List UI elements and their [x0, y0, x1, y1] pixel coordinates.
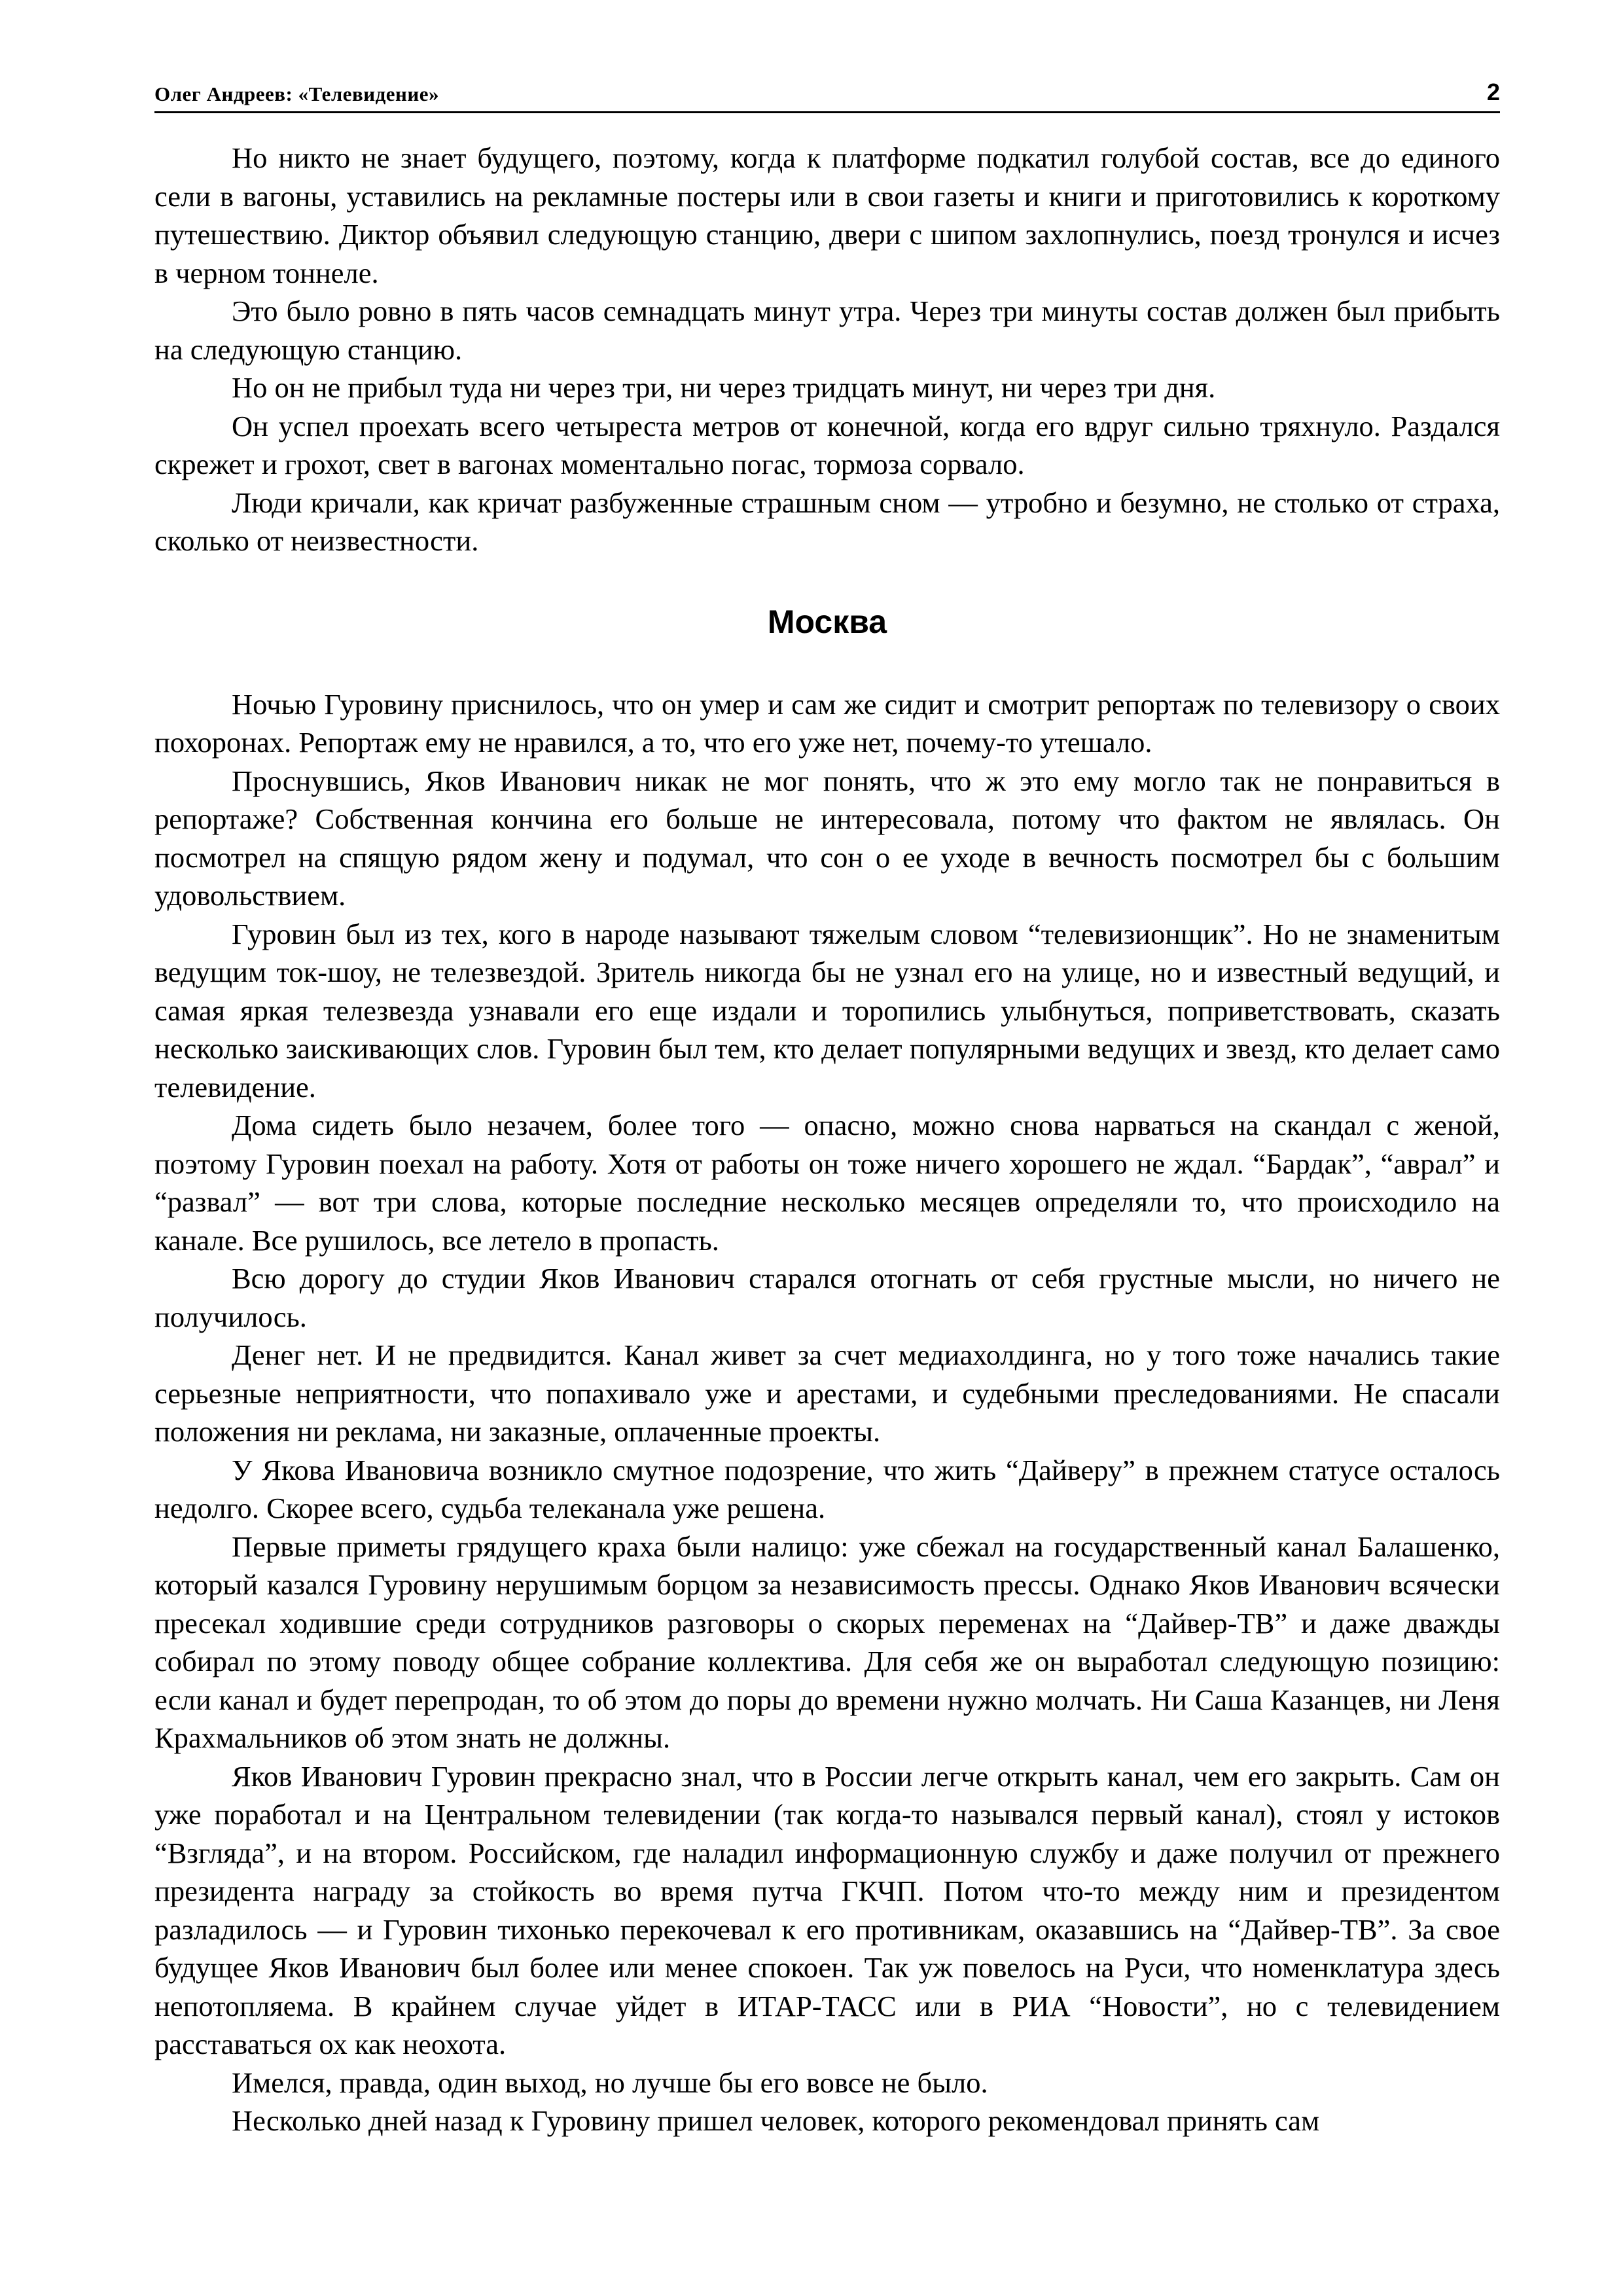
paragraph: Это было ровно в пять часов семнадцать минут утра. Через три минуты состав должен был прибыть на следующую станцию.: [154, 295, 1500, 366]
paragraph: Имелся, правда, один выход, но лучше бы его вовсе не было.: [232, 2066, 988, 2099]
paragraph: Гуровин был из тех, кого в народе называют тяжелым словом “телевизионщик”. Но не знаменитым ведущим ток-шоу, не телезвездой. Зритель никогда бы не узнал его на улице, но и известный ведущий, и самая яркая телезвезда узнавали его еще издали и торопились улыбнуться, поприветствовать, сказать несколько заискивающих слов. Гуровин был тем, кто делает популярными ведущих и звезд, кто делает само телевидение.: [154, 917, 1500, 1103]
paragraph: Но никто не знает будущего, поэтому, когда к платформе подкатил голубой состав, все до единого сели в вагоны, уставились на рекламные постеры или в свои газеты и книги и приготовились к короткому путешествию. Диктор объявил следующую станцию, двери с шипом захлопнулись, поезд тронулся и исчез в черном тоннеле.: [154, 141, 1500, 289]
paragraph: Первые приметы грядущего краха были налицо: уже сбежал на государственный канал Балашенко, который казался Гуровину нерушимым борцом за независимость прессы. Однако Яков Иванович всячески пресекал ходившие среди сотрудников разговоры о скорых переменах на “Дайвер-ТВ” и даже дважды собирал по этому поводу общее собрание коллектива. Для себя же он выработал следующую позицию: если канал и будет перепродан, то об этом до поры до времени нужно молчать. Ни Саша Казанцев, ни Леня Крахмальников об этом знать не должны.: [154, 1530, 1500, 1754]
paragraph: Люди кричали, как кричат разбуженные страшным сном — утробно и безумно, не столько от страха, сколько от неизвестности.: [154, 486, 1500, 557]
paragraph: Несколько дней назад к Гуровину пришел человек, которого рекомендовал принять сам: [232, 2104, 1320, 2137]
paragraph: Но он не прибыл туда ни через три, ни через тридцать минут, ни через три дня.: [232, 371, 1216, 404]
running-header: [154, 73, 1500, 113]
header-title: Олег Андреев: «Телевидение»: [154, 82, 440, 105]
page-body: [154, 139, 1500, 2140]
paragraph: У Якова Ивановича возникло смутное подозрение, что жить “Дайверу” в прежнем статусе осталось недолго. Скорее всего, судьба телеканала уже решена.: [154, 1453, 1500, 1524]
page-number: 2: [1486, 79, 1500, 105]
paragraph: Всю дорогу до студии Яков Иванович старался отогнать от себя грустные мысли, но ничего не получилось.: [154, 1262, 1500, 1333]
paragraph: Дома сидеть было незачем, более того — опасно, можно снова нарваться на скандал с женой, поэтому Гуровин поехал на работу. Хотя от работы он тоже ничего хорошего не ждал. “Бардак”, “аврал” и “развал” — вот три слова, которые последние несколько месяцев определяли то, что происходило на канале. Все рушилось, все летело в пропасть.: [154, 1109, 1500, 1257]
section-heading: Москва: [767, 603, 887, 640]
paragraph: Денег нет. И не предвидится. Канал живет за счет медиахолдинга, но у того тоже начались такие серьезные неприятности, что попахивало уже и арестами, и судебными преследованиями. Не спасали положения ни реклама, ни заказные, оплаченные проекты.: [154, 1338, 1500, 1448]
paragraph: Яков Иванович Гуровин прекрасно знал, что в России легче открыть канал, чем его закрыть. Сам он уже поработал и на Центральном телевидении (так когда-то назывался первый канал), стоял у истоков “Взгляда”, и на втором. Российском, где наладил информационную службу и даже получил от прежнего президента награду за стойкость во время путча ГКЧП. Потом что-то между ним и президентом разладилось — и Гуровин тихонько перекочевал к его противникам, оказавшись на “Дайвер-ТВ”. За свое будущее Яков Иванович был более или менее спокоен. Так уж повелось на Руси, что номенклатура здесь непотопляема. В крайнем случае уйдет в ИТАР-ТАСС или в РИА “Новости”, но с телевидением расставаться ох как неохота.: [154, 1759, 1500, 2060]
paragraph: Проснувшись, Яков Иванович никак не мог понять, что ж это ему могло так не понравиться в репортаже? Собственная кончина его больше не интересовала, потому что фактом не являлась. Он посмотрел на спящую рядом жену и подумал, что сон о ее уходе в вечность посмотрел бы с большим удовольствием.: [154, 764, 1500, 912]
paragraph: Ночью Гуровину приснилось, что он умер и сам же сидит и смотрит репортаж по телевизору о своих похоронах. Репортаж ему не нравился, а то, что его уже нет, почему-то утешало.: [154, 687, 1500, 759]
paragraph: Он успел проехать всего четыреста метров от конечной, когда его вдруг сильно тряхнуло. Раздался скрежет и грохот, свет в вагонах моментально погас, тормоза сорвало.: [154, 409, 1500, 480]
